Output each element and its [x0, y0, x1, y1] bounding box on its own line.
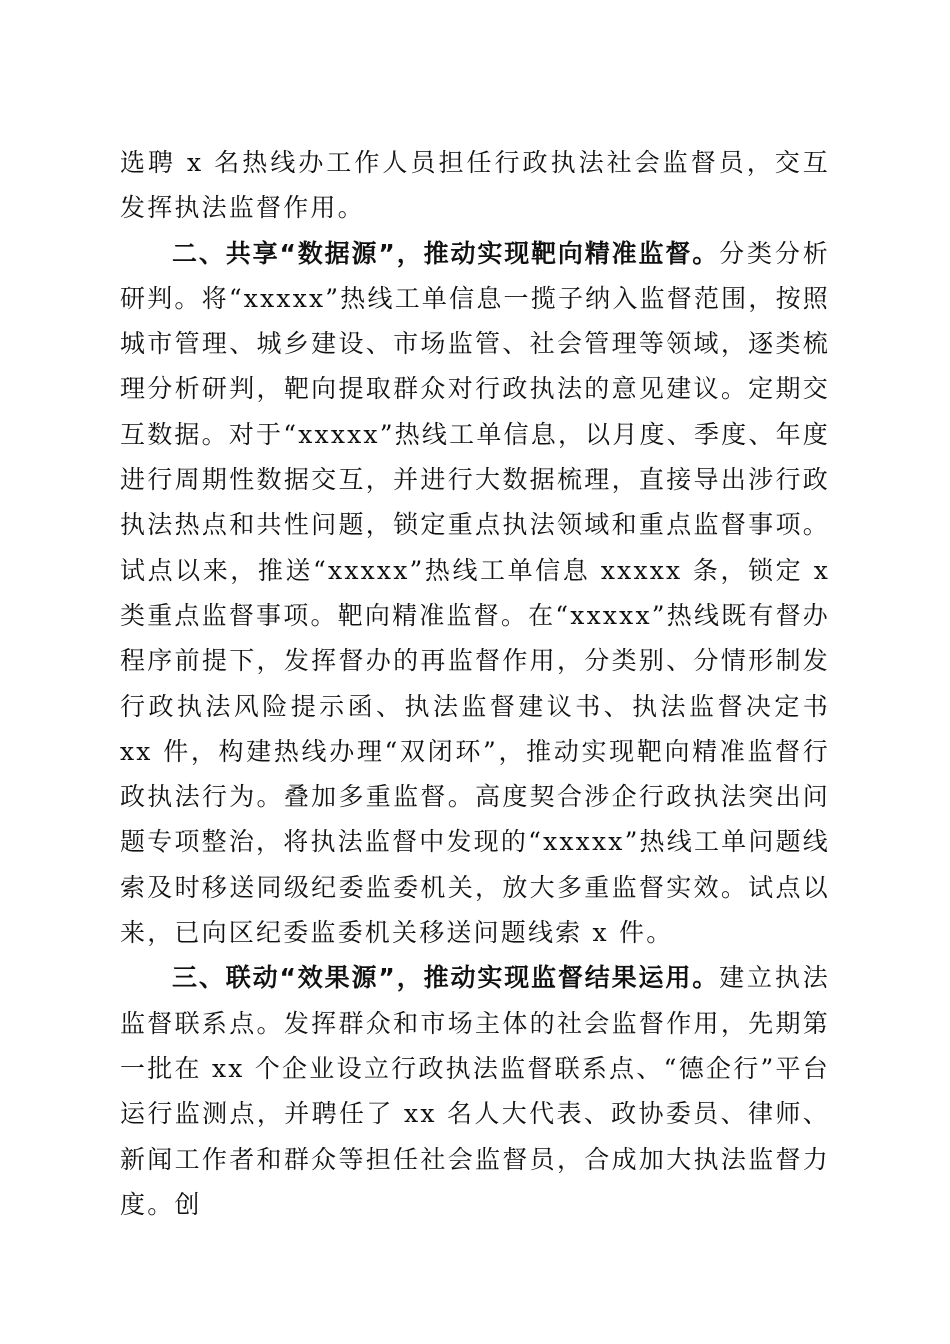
- paragraph-2: [120, 231, 830, 956]
- paragraph-3-body: 建立执法监督联系点。发挥群众和市场主体的社会监督作用，先期第一批在 xx 个企业设立行政执法监督联系点、“德企行”平台运行监测点，并聘任了 xx 名人大代表、政协委员、律师、新闻工作者和群众等担任社会监督员，合成加大执法监督力度。创: [120, 963, 830, 1219]
- section-heading-2: 二、共享“数据源”，推动实现靶向精准监督。: [172, 238, 720, 268]
- section-heading-3: 三、联动“效果源”，推动实现监督结果运用。: [172, 963, 720, 993]
- document-page: [120, 140, 830, 1227]
- paragraph-1: [120, 140, 830, 231]
- paragraph-3: [120, 955, 830, 1227]
- paragraph-1-text: 选聘 x 名热线办工作人员担任行政执法社会监督员，交互发挥执法监督作用。: [120, 148, 830, 223]
- paragraph-2-body: 分类分析研判。将“xxxxx”热线工单信息一揽子纳入监督范围，按照城市管理、城乡建设、市场监管、社会管理等领域，逐类梳理分析研判，靶向提取群众对行政执法的意见建议。定期交互数据。对于“xxxxx”热线工单信息，以月度、季度、年度进行周期性数据交互，并进行大数据梳理，直接导出涉行政执法热点和共性问题，锁定重点执法领域和重点监督事项。试点以来，推送“xxxxx”热线工单信息 xxxxx 条，锁定 x 类重点监督事项。靶向精准监督。在“xxxxx”热线既有督办程序前提下，发挥督办的再监督作用，分类别、分情形制发行政执法风险提示函、执法监督建议书、执法监督决定书 xx 件，构建热线办理“双闭环”，推动实现靶向精准监督行政执法行为。叠加多重监督。高度契合涉企行政执法突出问题专项整治，将执法监督中发现的“xxxxx”热线工单问题线索及时移送同级纪委监委机关，放大多重监督实效。试点以来，已向区纪委监委机关移送问题线索 x 件。: [120, 238, 830, 948]
